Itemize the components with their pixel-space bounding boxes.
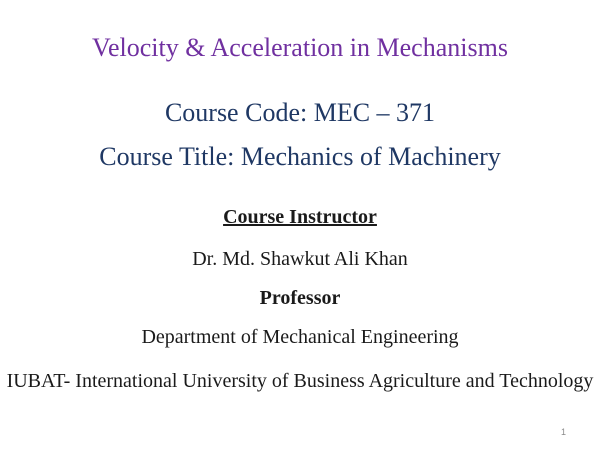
department: Department of Mechanical Engineering	[141, 326, 459, 348]
slide-number: 1	[560, 427, 566, 437]
instructor-position: Professor	[259, 287, 341, 309]
course-code: Course Code: MEC – 371	[164, 98, 436, 127]
course-title: Course Title: Mechanics of Machinery	[99, 142, 501, 171]
instructor-heading: Course Instructor	[223, 206, 377, 228]
university: IUBAT- International University of Business Agriculture and Technology	[6, 370, 594, 392]
instructor-name: Dr. Md. Shawkut Ali Khan	[192, 248, 408, 270]
slide-title: Velocity & Acceleration in Mechanisms	[92, 33, 508, 62]
